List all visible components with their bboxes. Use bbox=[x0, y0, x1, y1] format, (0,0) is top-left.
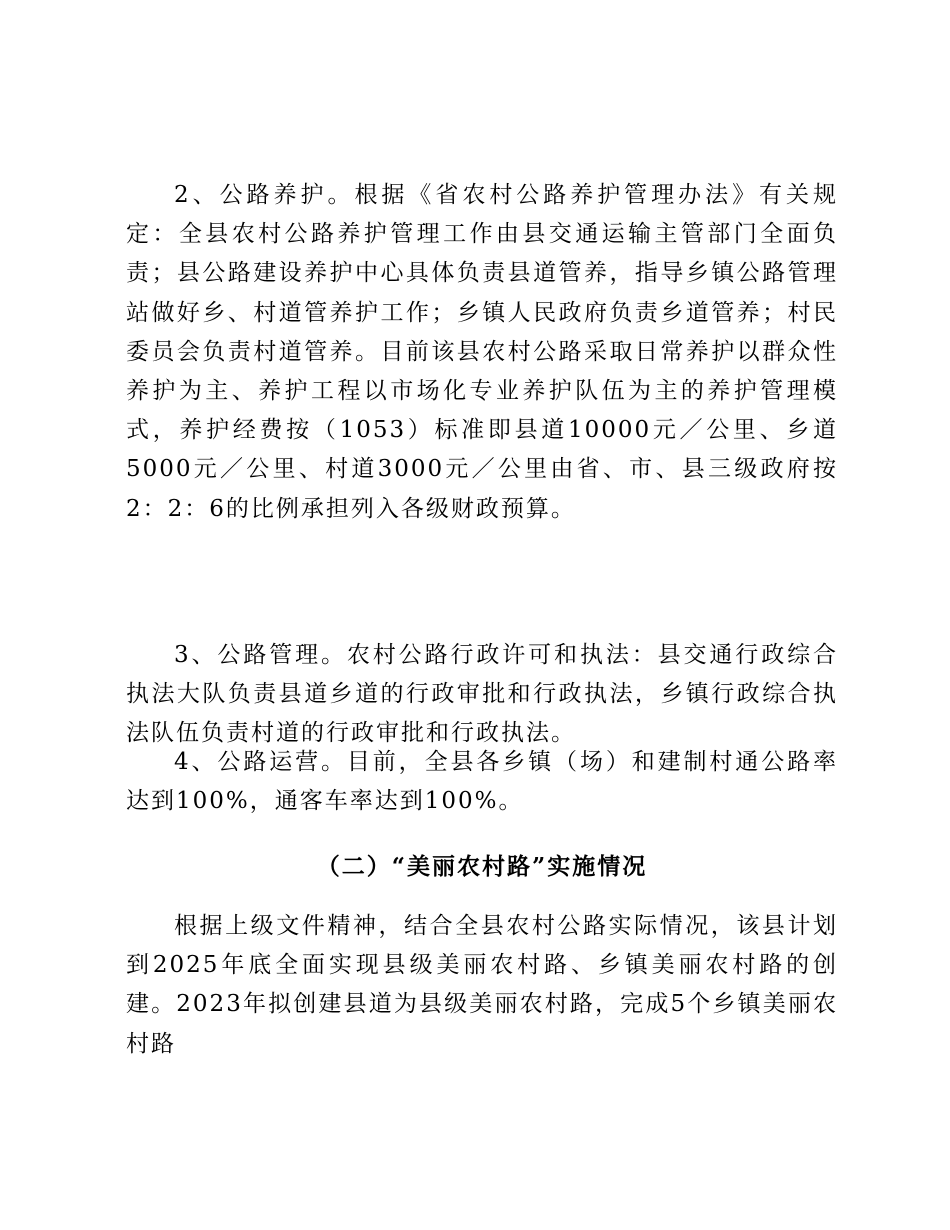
paragraph-road-operation bbox=[126, 743, 838, 821]
paragraph-text: 2、公路养护。根据《省农村公路养护管理办法》有关规定：全县农村公路养护管理工作由县交通运输主管部门全面负责；县公路建设养护中心具体负责县道管养，指导乡镇公路管理站做好乡、村道管养护工作；乡镇人民政府负责乡道管养；村民委员会负责村道管养。目前该县农村公路采取日常养护以群众性养护为主、养护工程以市场化专业养护队伍为主的养护管理模式，养护经费按（1053）标准即县道10000元／公里、乡道5000元／公里、村道3000元／公里由省、市、县三级政府按2：2：6的比例承担列入各级财政预算。 bbox=[126, 182, 838, 522]
paragraph-text: 4、公路运营。目前，全县各乡镇（场）和建制村通公路率达到100%，通客车率达到100%。 bbox=[126, 749, 838, 815]
paragraph-text: 3、公路管理。农村公路行政许可和执法：县交通行政综合执法大队负责县道乡道的行政审批和行政执法，乡镇行政综合执法队伍负责村道的行政审批和行政执法。 bbox=[126, 642, 838, 747]
paragraph-beautiful-rural-roads bbox=[126, 907, 838, 1064]
paragraph-road-maintenance bbox=[126, 176, 838, 529]
section-heading: （二）“美丽农村路”实施情况 bbox=[316, 853, 648, 880]
paragraph-road-management bbox=[126, 636, 838, 754]
paragraph-text: 根据上级文件精神，结合全县农村公路实际情况，该县计划到2025年底全面实现县级美丽农村路、乡镇美丽农村路的创建。2023年拟创建县道为县级美丽农村路，完成5个乡镇美丽农村路 bbox=[126, 913, 838, 1057]
